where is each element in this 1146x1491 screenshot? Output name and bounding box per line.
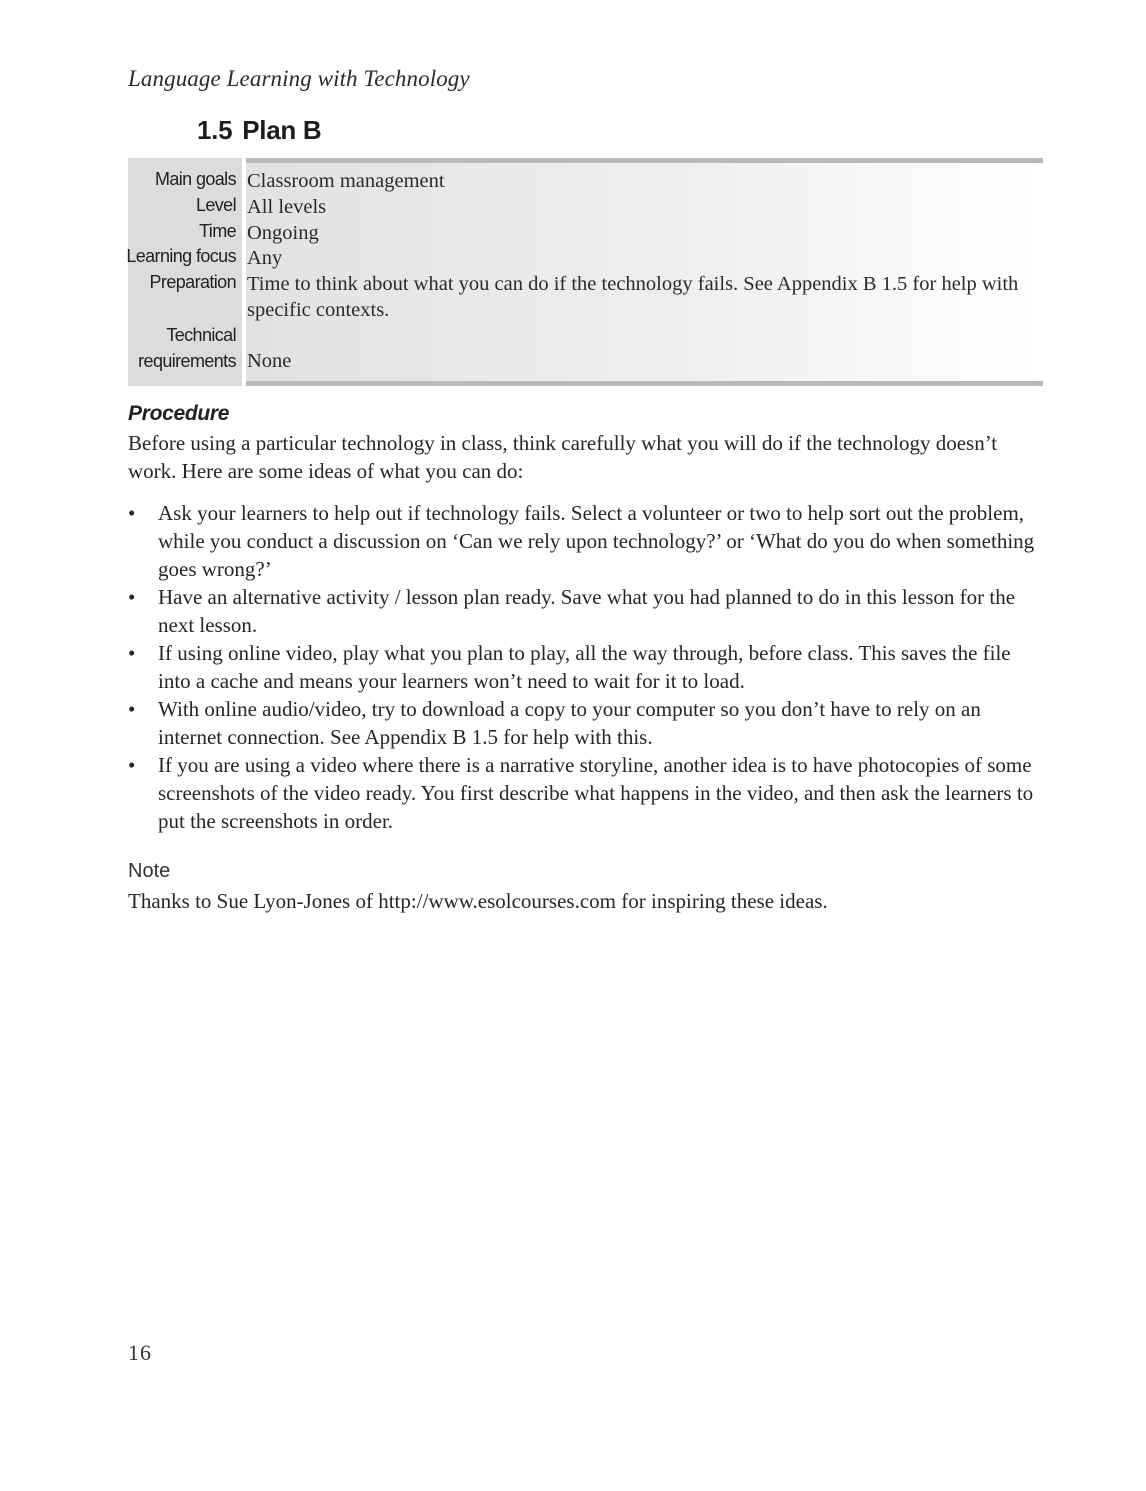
info-rule-bottom <box>246 381 1043 386</box>
note-heading: Note <box>128 860 171 882</box>
procedure-heading: Procedure <box>128 402 230 425</box>
note-text: Thanks to Sue Lyon-Jones of http://www.esolcourses.com for inspiring these ideas. <box>128 889 828 913</box>
list-item <box>128 499 1040 583</box>
bullet-icon: • <box>128 501 136 525</box>
info-label: Learning focus <box>126 246 236 266</box>
info-value: Classroom management <box>247 170 445 192</box>
bullet-icon: • <box>128 697 136 721</box>
procedure-list <box>128 499 1040 835</box>
activity-number: 1.5 <box>197 115 233 145</box>
list-item <box>128 583 1040 639</box>
info-rule-top <box>246 158 1043 163</box>
info-value: All levels <box>247 196 327 218</box>
info-label: Time <box>199 221 236 241</box>
page-number: 16 <box>128 1340 152 1365</box>
list-item-text: Have an alternative activity / lesson plan ready. Save what you had planned to do in this lesson for the next lesson. <box>158 585 1016 637</box>
activity-title-text: Plan B <box>242 115 322 145</box>
info-label: Main goals <box>154 169 236 189</box>
info-label: Preparation <box>149 272 236 292</box>
info-value: Time to think about what you can do if the technology fails. See Appendix B 1.5 for help with specific contexts. <box>247 273 1019 321</box>
bullet-icon: • <box>128 641 136 665</box>
info-label: Level <box>195 195 236 215</box>
bullet-icon: • <box>128 585 136 609</box>
info-value: None <box>247 350 292 372</box>
running-head: Language Learning with Technology <box>128 66 470 91</box>
list-item-text: Ask your learners to help out if technology fails. Select a volunteer or two to help sort out the problem, while you conduct a discussion on ‘Can we rely upon technology?’ or ‘What do you do when something goes wrong?’ <box>158 501 1035 581</box>
info-label: Technical requirements <box>138 325 236 371</box>
list-item <box>128 751 1040 835</box>
list-item-text: With online audio/video, try to download a copy to your computer so you don’t have to rely on an internet connection. See Appendix B 1.5 for help with this. <box>158 697 981 749</box>
info-value: Ongoing <box>247 222 319 244</box>
bullet-icon: • <box>128 753 136 777</box>
list-item <box>128 695 1040 751</box>
info-value: Any <box>247 247 283 269</box>
info-box <box>128 158 1043 386</box>
activity-title <box>197 115 321 146</box>
list-item-text: If you are using a video where there is a narrative storyline, another idea is to have photocopies of some screenshots of the video ready. You first describe what happens in the video, and then ask the learners to put the screenshots in order. <box>158 753 1034 833</box>
procedure-intro: Before using a particular technology in class, think carefully what you will do if the technology doesn’t work. Here are some ideas of what you can do: <box>128 431 998 483</box>
list-item <box>128 639 1040 695</box>
list-item-text: If using online video, play what you plan to play, all the way through, before class. This saves the file into a cache and means your learners won’t need to wait for it to load. <box>158 641 1011 693</box>
